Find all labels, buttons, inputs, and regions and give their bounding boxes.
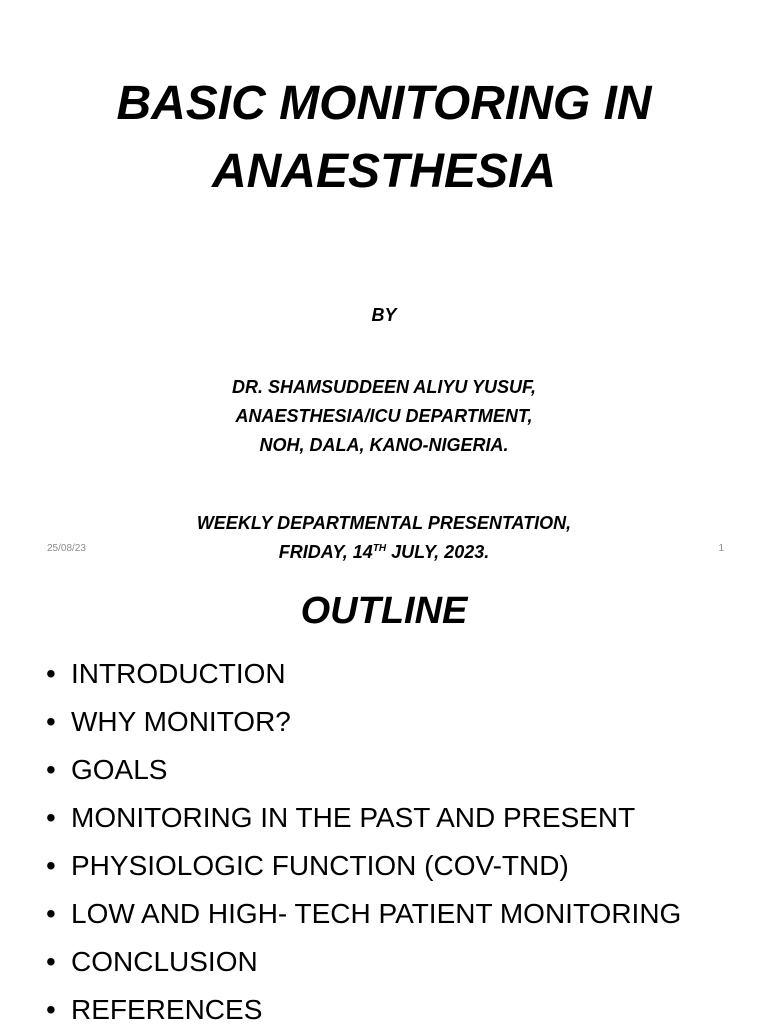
by-label: BY	[371, 305, 397, 325]
bullet-icon: •	[46, 706, 56, 737]
outline-item	[46, 750, 756, 798]
outline-title: OUTLINE	[300, 590, 468, 632]
outline-item	[46, 990, 756, 1024]
outline-item-label: LOW AND HIGH- TECH PATIENT MONITORING	[71, 898, 682, 929]
title-line-2: ANAESTHESIA	[211, 145, 557, 198]
author-department: ANAESTHESIA/ICU DEPARTMENT,	[235, 406, 533, 426]
author-block	[0, 373, 768, 460]
outline-item	[46, 798, 756, 846]
event-date-prefix: FRIDAY, 14	[278, 542, 373, 562]
bullet-icon: •	[46, 754, 56, 785]
bullet-icon: •	[46, 850, 56, 881]
event-name: WEEKLY DEPARTMENTAL PRESENTATION,	[196, 513, 572, 533]
author-name: DR. SHAMSUDDEEN ALIYU YUSUF,	[231, 377, 537, 397]
outline-item	[46, 894, 756, 942]
outline-list	[46, 654, 756, 1024]
event-date	[0, 538, 768, 567]
author-location: NOH, DALA, KANO-NIGERIA.	[259, 435, 509, 455]
bullet-icon: •	[46, 946, 56, 977]
outline-item-label: REFERENCES	[71, 994, 263, 1024]
presentation-title	[0, 70, 768, 206]
outline-item-label: PHYSIOLOGIC FUNCTION (COV-TND)	[71, 850, 569, 881]
footer-date: 25/08/23	[47, 543, 86, 554]
bullet-icon: •	[46, 898, 56, 929]
bullet-icon: •	[46, 994, 56, 1024]
outline-item	[46, 654, 756, 702]
outline-item-label: CONCLUSION	[71, 946, 258, 977]
outline-item-label: MONITORING IN THE PAST AND PRESENT	[71, 802, 636, 833]
event-block	[0, 509, 768, 567]
outline-item	[46, 942, 756, 990]
outline-item-label: WHY MONITOR?	[71, 706, 291, 737]
outline-slide	[0, 576, 768, 1024]
outline-item	[46, 846, 756, 894]
slide-number: 1	[718, 543, 724, 554]
outline-item-label: INTRODUCTION	[71, 658, 286, 689]
event-date-suffix: JULY, 2023.	[386, 542, 490, 562]
bullet-icon: •	[46, 802, 56, 833]
event-date-ordinal: TH	[372, 543, 387, 554]
title-line-1: BASIC MONITORING IN	[116, 77, 652, 130]
outline-item	[46, 702, 756, 750]
outline-item-label: GOALS	[71, 754, 168, 785]
bullet-icon: •	[46, 658, 56, 689]
